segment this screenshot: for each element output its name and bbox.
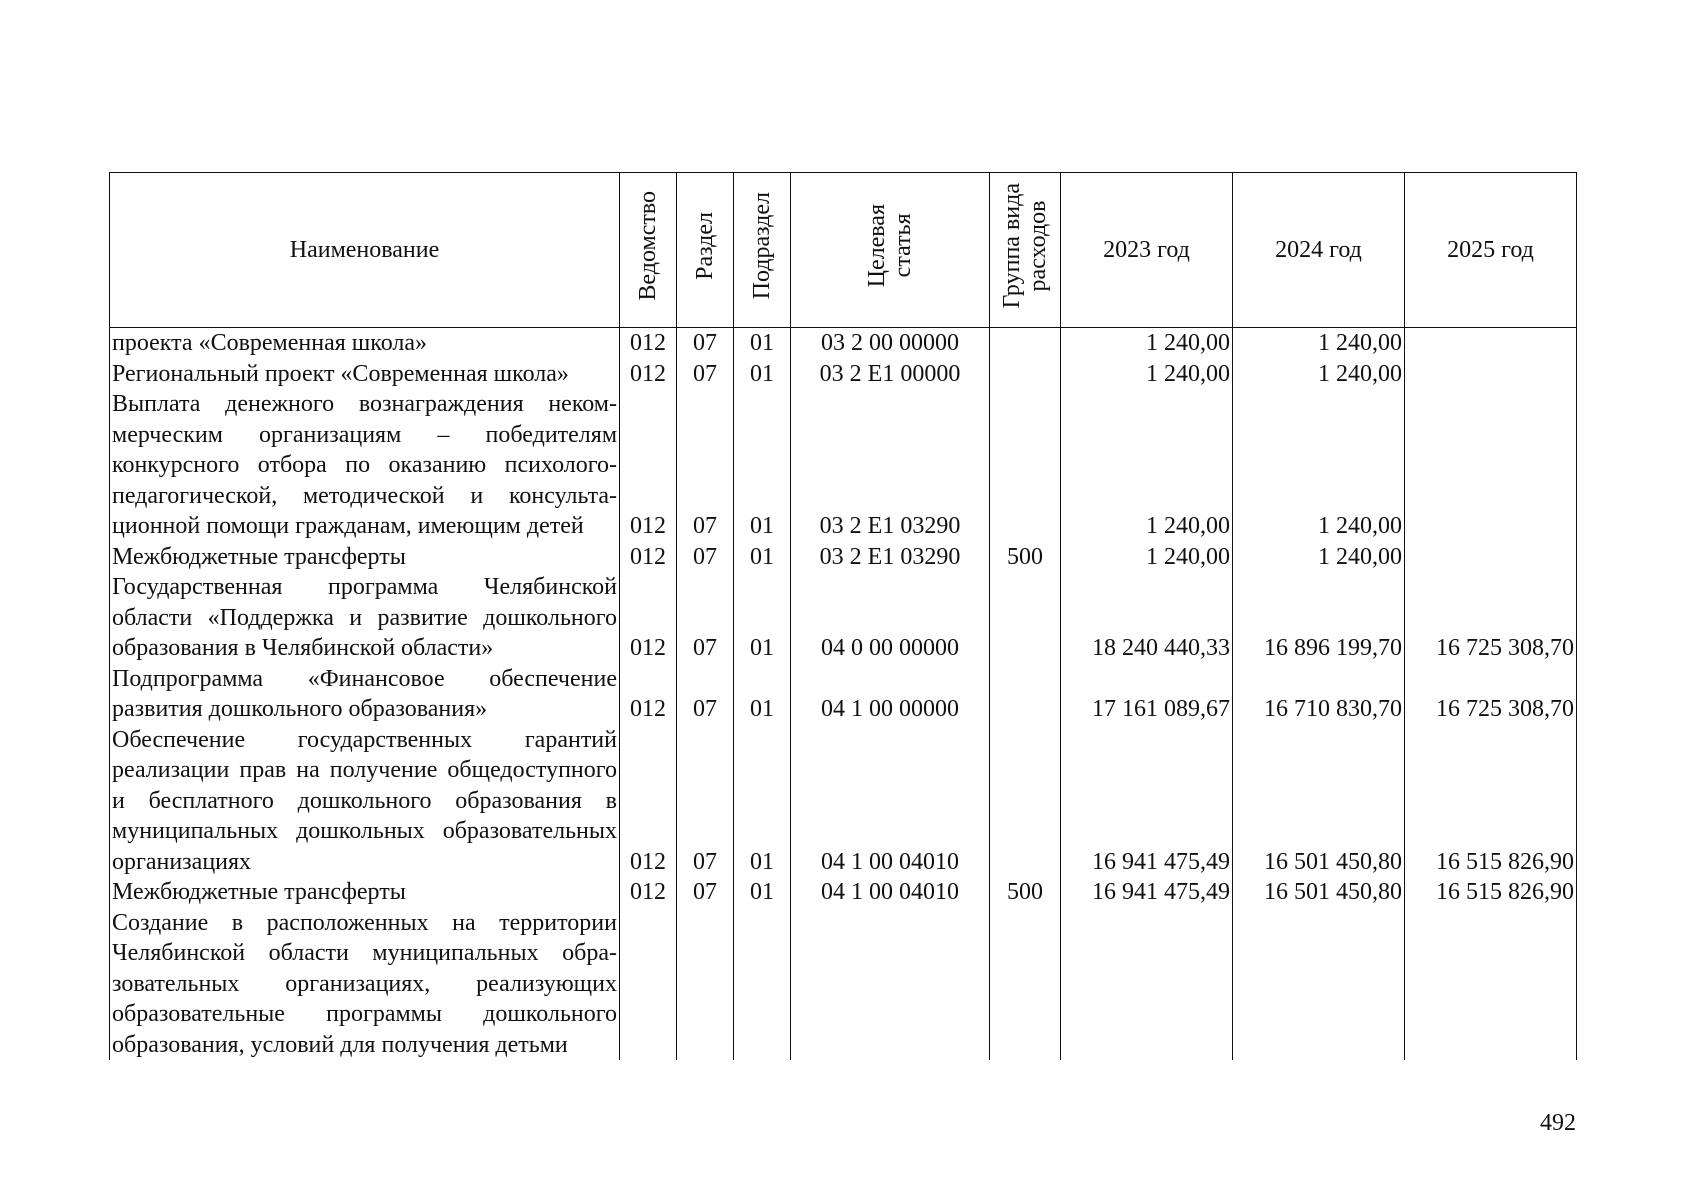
table-row — [110, 328, 1577, 359]
cell-2024: 16 501 450,80 — [1233, 877, 1405, 908]
cell-vedomstvo — [620, 908, 677, 1061]
cell-podrazdel: 01 — [734, 664, 791, 725]
cell-podrazdel: 01 — [734, 389, 791, 542]
table-row — [110, 389, 1577, 542]
cell-2025 — [1405, 359, 1577, 390]
cell-razdel: 07 — [677, 877, 734, 908]
cell-gruppa — [990, 572, 1061, 664]
cell-celevaya-statya: 04 0 00 00000 — [791, 572, 990, 664]
cell-vedomstvo: 012 — [620, 664, 677, 725]
cell-name: Создание в расположенных на территории Челябинской области муниципальных образовательных организациях, реализующих образовательные программы дошкольного образования, условий для получения детьми — [110, 908, 620, 1061]
cell-2024 — [1233, 908, 1405, 1061]
cell-celevaya-statya: 03 2 00 00000 — [791, 328, 990, 359]
cell-gruppa: 500 — [990, 877, 1061, 908]
cell-2025: 16 725 308,70 — [1405, 664, 1577, 725]
cell-name: Межбюджетные трансферты — [110, 542, 620, 573]
cell-2025: 16 515 826,90 — [1405, 725, 1577, 878]
header-celevaya-statya: Целевая статья — [791, 173, 990, 328]
cell-2023: 17 161 089,67 — [1061, 664, 1233, 725]
cell-2023 — [1061, 908, 1233, 1061]
header-vedomstvo: Ведомство — [620, 173, 677, 328]
cell-podrazdel: 01 — [734, 877, 791, 908]
cell-2024: 16 501 450,80 — [1233, 725, 1405, 878]
cell-2025 — [1405, 328, 1577, 359]
cell-celevaya-statya: 04 1 00 04010 — [791, 877, 990, 908]
header-gruppa-vida-rashodov: Группа вида расходов — [990, 173, 1061, 328]
cell-name: Государственная программа Челябинской области «Поддержка и развитие дошкольного образования в Челябинской области» — [110, 572, 620, 664]
cell-vedomstvo: 012 — [620, 542, 677, 573]
cell-2025 — [1405, 389, 1577, 542]
cell-razdel: 07 — [677, 389, 734, 542]
cell-celevaya-statya: 03 2 E1 03290 — [791, 542, 990, 573]
cell-vedomstvo: 012 — [620, 725, 677, 878]
cell-razdel: 07 — [677, 542, 734, 573]
cell-2023: 1 240,00 — [1061, 542, 1233, 573]
cell-2024: 1 240,00 — [1233, 328, 1405, 359]
cell-vedomstvo: 012 — [620, 877, 677, 908]
cell-2025 — [1405, 542, 1577, 573]
cell-razdel: 07 — [677, 664, 734, 725]
cell-2024: 16 896 199,70 — [1233, 572, 1405, 664]
cell-gruppa — [990, 389, 1061, 542]
cell-podrazdel: 01 — [734, 542, 791, 573]
header-razdel: Раздел — [677, 173, 734, 328]
cell-name: Межбюджетные трансферты — [110, 877, 620, 908]
cell-name: Обеспечение государственных гарантий реализации прав на получение общедоступного и бесплатного дошкольного образования в муниципальных дошкольных образовательных организациях — [110, 725, 620, 878]
cell-celevaya-statya: 03 2 E1 00000 — [791, 359, 990, 390]
cell-razdel: 07 — [677, 725, 734, 878]
cell-name: Подпрограмма «Финансовое обеспечение развития дошкольного образования» — [110, 664, 620, 725]
cell-razdel — [677, 908, 734, 1061]
cell-gruppa — [990, 664, 1061, 725]
cell-2025: 16 725 308,70 — [1405, 572, 1577, 664]
header-podrazdel: Подраздел — [734, 173, 791, 328]
header-2024: 2024 год — [1233, 173, 1405, 328]
cell-vedomstvo: 012 — [620, 389, 677, 542]
cell-2023: 18 240 440,33 — [1061, 572, 1233, 664]
table-row — [110, 908, 1577, 1061]
cell-2024: 1 240,00 — [1233, 389, 1405, 542]
table-row — [110, 542, 1577, 573]
cell-2024: 1 240,00 — [1233, 542, 1405, 573]
header-2025: 2025 год — [1405, 173, 1577, 328]
table-header-row — [110, 173, 1577, 328]
cell-name: проекта «Современная школа» — [110, 328, 620, 359]
cell-celevaya-statya: 03 2 E1 03290 — [791, 389, 990, 542]
table-row — [110, 572, 1577, 664]
cell-name: Выплата денежного вознаграждения некоммерческим организациям – победителям конкурсного отбора по оказанию психолого-педагогической, методической и консультационной помощи гражданам, имеющим детей — [110, 389, 620, 542]
cell-2025: 16 515 826,90 — [1405, 877, 1577, 908]
cell-podrazdel — [734, 908, 791, 1061]
table-row — [110, 877, 1577, 908]
cell-gruppa — [990, 725, 1061, 878]
cell-gruppa — [990, 359, 1061, 390]
cell-name: Региональный проект «Современная школа» — [110, 359, 620, 390]
table-row — [110, 664, 1577, 725]
cell-podrazdel: 01 — [734, 725, 791, 878]
cell-2024: 1 240,00 — [1233, 359, 1405, 390]
table-row — [110, 359, 1577, 390]
cell-gruppa — [990, 328, 1061, 359]
cell-2023: 1 240,00 — [1061, 389, 1233, 542]
cell-celevaya-statya — [791, 908, 990, 1061]
header-name: Наименование — [110, 173, 620, 328]
cell-podrazdel: 01 — [734, 572, 791, 664]
cell-2023: 1 240,00 — [1061, 328, 1233, 359]
table-row — [110, 725, 1577, 878]
cell-vedomstvo: 012 — [620, 572, 677, 664]
cell-2023: 1 240,00 — [1061, 359, 1233, 390]
cell-2025 — [1405, 908, 1577, 1061]
cell-razdel: 07 — [677, 359, 734, 390]
page-number: 492 — [1540, 1110, 1576, 1136]
cell-2023: 16 941 475,49 — [1061, 725, 1233, 878]
budget-table — [109, 172, 1577, 1060]
cell-podrazdel: 01 — [734, 359, 791, 390]
cell-vedomstvo: 012 — [620, 328, 677, 359]
cell-celevaya-statya: 04 1 00 00000 — [791, 664, 990, 725]
cell-vedomstvo: 012 — [620, 359, 677, 390]
cell-2023: 16 941 475,49 — [1061, 877, 1233, 908]
cell-celevaya-statya: 04 1 00 04010 — [791, 725, 990, 878]
cell-podrazdel: 01 — [734, 328, 791, 359]
cell-gruppa — [990, 908, 1061, 1061]
header-2023: 2023 год — [1061, 173, 1233, 328]
cell-razdel: 07 — [677, 328, 734, 359]
cell-2024: 16 710 830,70 — [1233, 664, 1405, 725]
cell-gruppa: 500 — [990, 542, 1061, 573]
cell-razdel: 07 — [677, 572, 734, 664]
